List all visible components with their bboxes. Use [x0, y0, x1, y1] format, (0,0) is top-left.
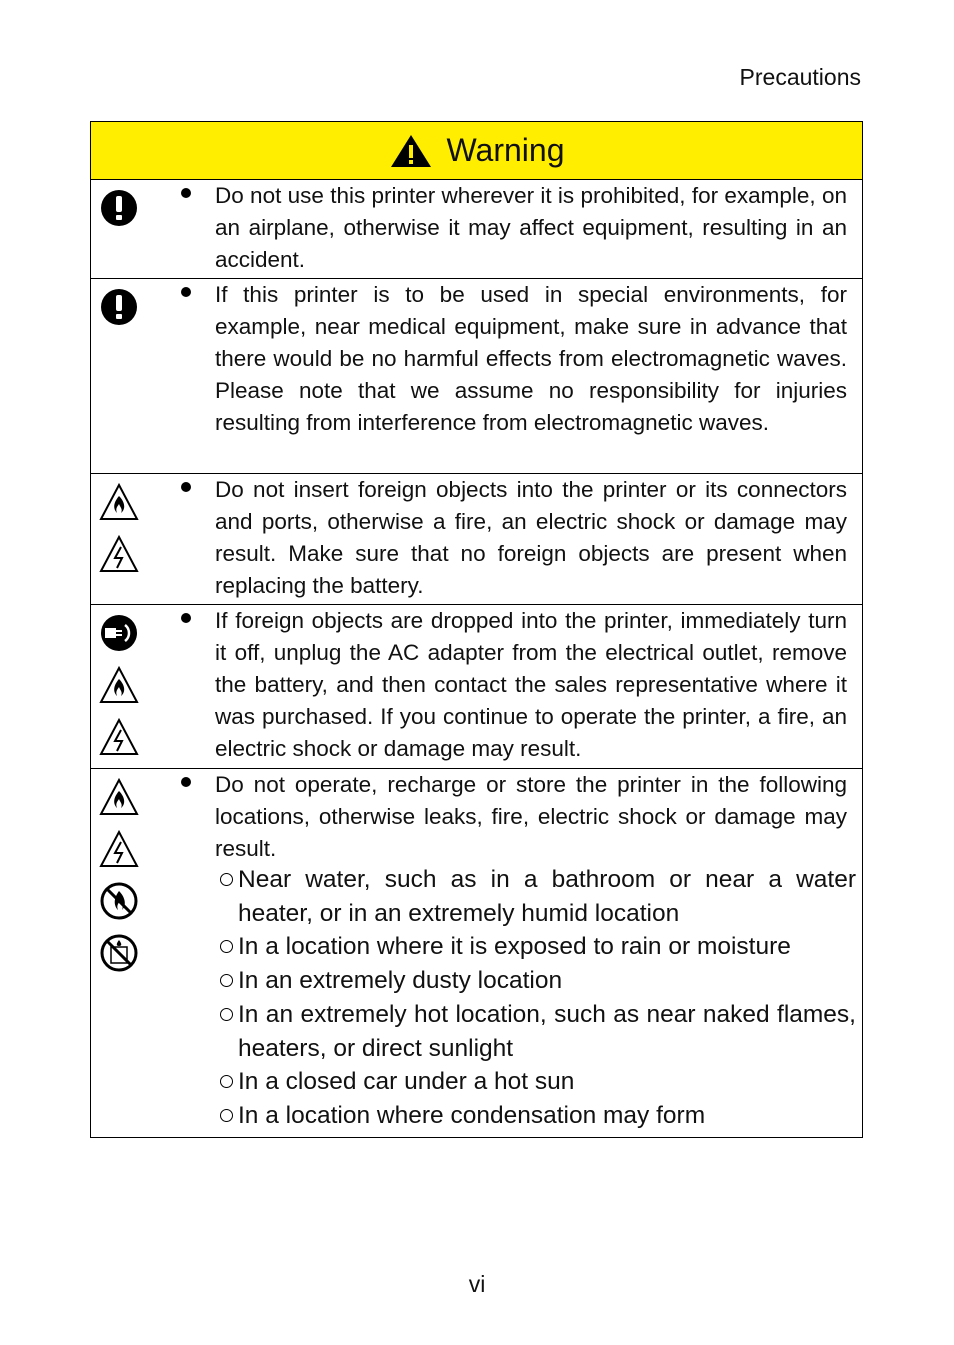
- circle-bullet-icon: [220, 940, 233, 953]
- circle-bullet-icon: [220, 1008, 233, 1021]
- warning-text: Do not operate, recharge or store the printer in the following locations, otherwise leaks, fire, electric shock or damage may result.: [215, 772, 847, 861]
- no-fire-icon: [99, 881, 139, 921]
- mandatory-instruction-icon: [99, 188, 139, 228]
- mandatory-instruction-icon: [99, 287, 139, 327]
- bullet-dot: [181, 188, 191, 198]
- warning-triangle-icon: [389, 133, 433, 169]
- warning-text: Do not insert foreign objects into the printer or its connectors and ports, otherwise a fire, an electric shock or damage may result. Make sure that no foreign objects are present when replacing the battery.: [215, 477, 847, 598]
- electric-shock-icon: [99, 829, 139, 869]
- section-header: Precautions: [739, 64, 861, 90]
- warning-banner: [91, 122, 862, 180]
- warning-row-5: [91, 769, 862, 1137]
- warning-row-2: [91, 279, 862, 474]
- electric-shock-icon: [99, 717, 139, 757]
- bullet-dot: [181, 287, 191, 297]
- warning-row-1: [91, 180, 862, 279]
- fire-hazard-icon: [99, 482, 139, 522]
- no-water-icon: [99, 933, 139, 973]
- fire-hazard-icon: [99, 777, 139, 817]
- circle-bullet-icon: [220, 1075, 233, 1088]
- fire-hazard-icon: [99, 665, 139, 705]
- unplug-icon: [99, 613, 139, 653]
- row-icons: [99, 482, 139, 586]
- circle-bullet-icon: [220, 974, 233, 987]
- bullet-dot: [181, 482, 191, 492]
- warning-title: Warning: [446, 132, 565, 168]
- electric-shock-icon: [99, 534, 139, 574]
- row-icons: [99, 613, 139, 769]
- row-icons: [99, 777, 139, 985]
- warning-row-3: [91, 474, 862, 605]
- list-item: In a closed car under a hot sun: [216, 1065, 856, 1099]
- warning-table: [90, 121, 863, 1138]
- row-icons: [99, 287, 139, 339]
- list-item: Near water, such as in a bathroom or near a water heater, or in an extremely humid location: [216, 863, 856, 930]
- warning-row-4: [91, 605, 862, 769]
- circle-bullet-icon: [220, 1109, 233, 1122]
- warning-text: If this printer is to be used in special environments, for example, near medical equipment, make sure in advance that there would be no harmful effects from electromagnetic waves. Please note that we assume no responsibility for injuries resulting from interference from electromagnetic waves.: [215, 282, 847, 435]
- list-item: In an extremely dusty location: [216, 964, 856, 998]
- location-list: [216, 863, 856, 1133]
- bullet-dot: [181, 777, 191, 787]
- list-item: In an extremely hot location, such as near naked flames, heaters, or direct sunlight: [216, 998, 856, 1065]
- warning-text: Do not use this printer wherever it is prohibited, for example, on an airplane, otherwise it may affect equipment, resulting in an accident.: [215, 183, 847, 272]
- warning-text: If foreign objects are dropped into the printer, immediately turn it off, unplug the AC adapter from the electrical outlet, remove the battery, and then contact the sales representative where it was purchased. If you continue to operate the printer, a fire, an electric shock or damage may result.: [215, 608, 847, 761]
- bullet-dot: [181, 613, 191, 623]
- list-item: In a location where it is exposed to rain or moisture: [216, 930, 856, 964]
- circle-bullet-icon: [220, 873, 233, 886]
- page-number: vi: [468, 1271, 486, 1297]
- row-icons: [99, 188, 139, 240]
- list-item: In a location where condensation may form: [216, 1099, 856, 1133]
